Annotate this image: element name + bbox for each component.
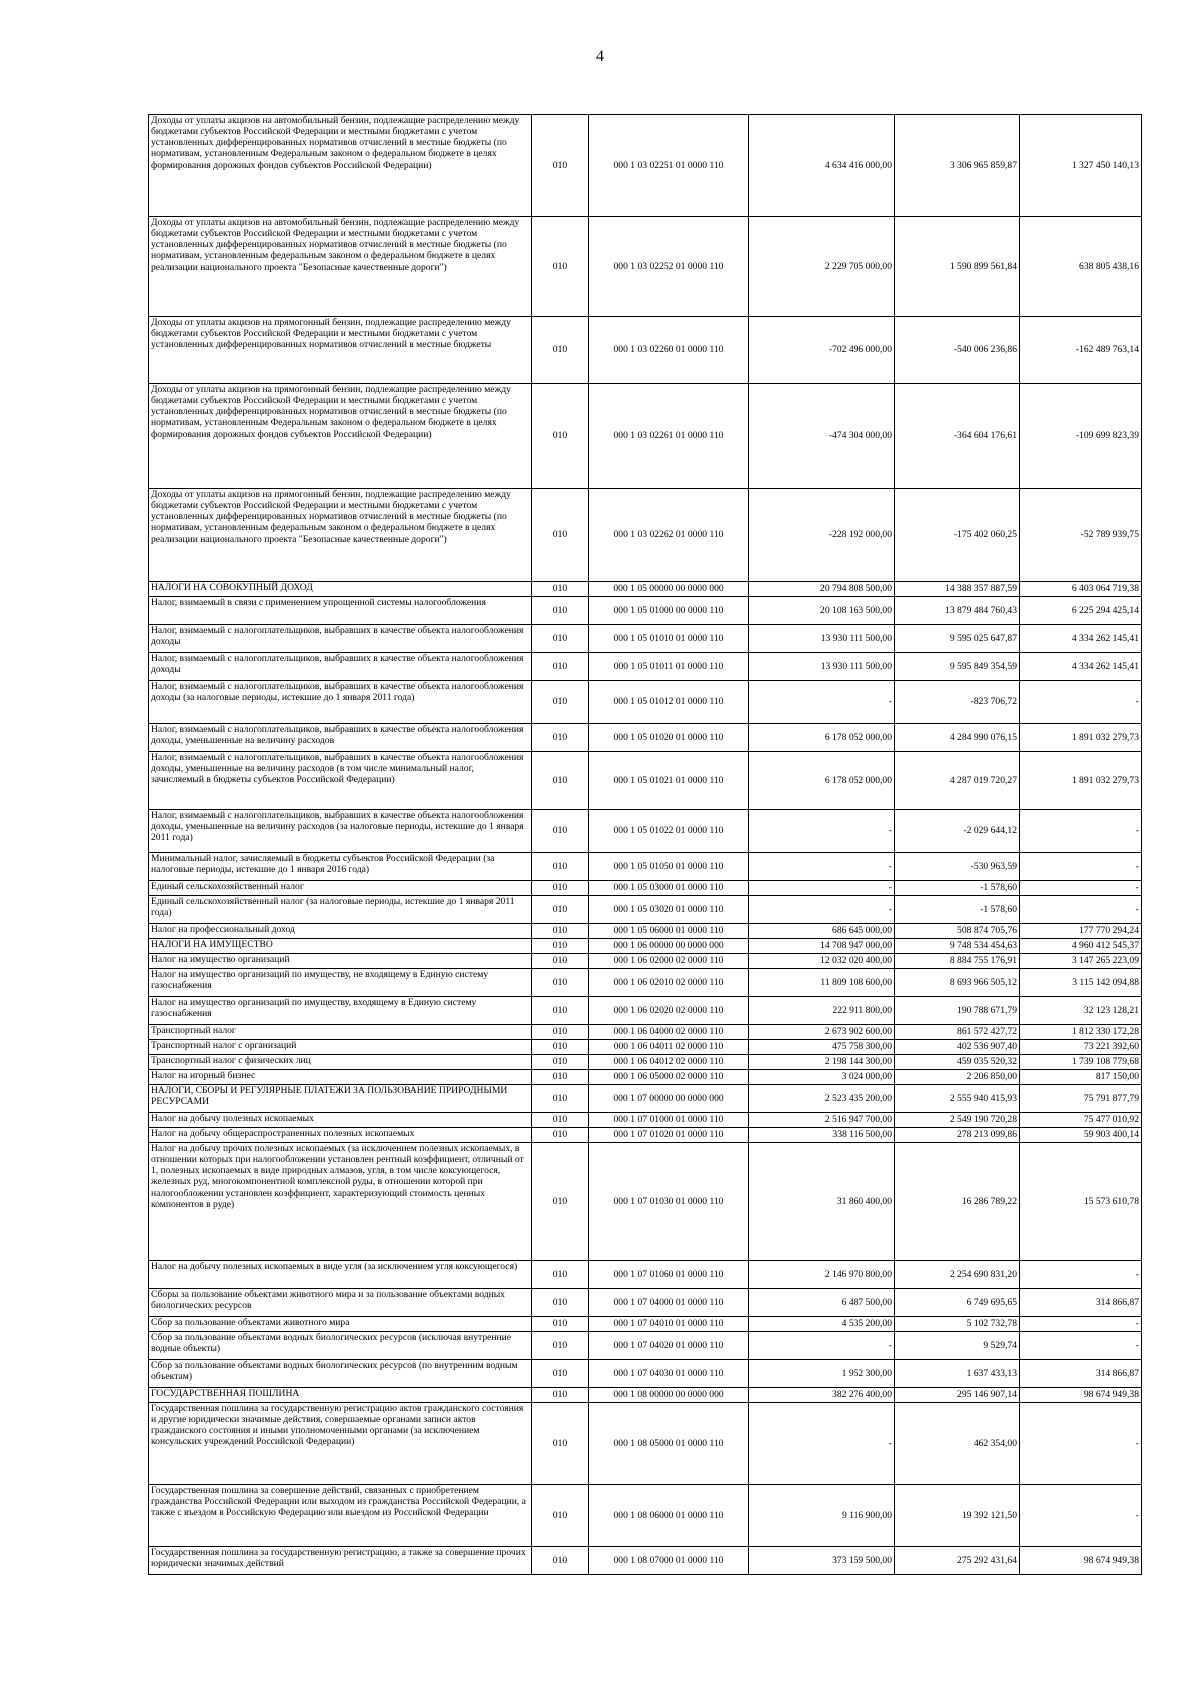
- cell-unexecuted: 1 891 032 279,73: [1020, 752, 1142, 810]
- cell-unexecuted: 1 739 108 779,68: [1020, 1055, 1142, 1070]
- cell-approved: -228 192 000,00: [749, 489, 895, 582]
- cell-name: Сбор за пользование объектами животного мира: [149, 1317, 532, 1332]
- cell-approved: 686 645 000,00: [749, 924, 895, 939]
- cell-line: 010: [532, 724, 589, 752]
- cell-code: 000 1 07 04000 01 0000 110: [589, 1289, 749, 1317]
- cell-code: 000 1 06 04012 02 0000 110: [589, 1055, 749, 1070]
- table-row: [149, 881, 1142, 896]
- cell-executed: 4 287 019 720,27: [895, 752, 1020, 810]
- table-row: [149, 1143, 1142, 1261]
- cell-code: 000 1 06 02000 02 0000 110: [589, 954, 749, 969]
- cell-unexecuted: -52 789 939,75: [1020, 489, 1142, 582]
- cell-code: 000 1 05 00000 00 0000 000: [589, 582, 749, 597]
- cell-line: 010: [532, 317, 589, 384]
- cell-approved: 31 860 400,00: [749, 1143, 895, 1261]
- cell-unexecuted: 15 573 610,78: [1020, 1143, 1142, 1261]
- cell-name: Государственная пошлина за государственную регистрацию актов гражданского состояния и другие юридически значимые действия, совершаемые органами записи актов гражданского состояния и иными уполномоченными органами (за исключением консульских учреждений Российской Федерации): [149, 1403, 532, 1485]
- cell-line: 010: [532, 752, 589, 810]
- cell-name: Налог на игорный бизнес: [149, 1070, 532, 1085]
- cell-line: 010: [532, 1085, 589, 1113]
- cell-code: 000 1 07 01020 01 0000 110: [589, 1128, 749, 1143]
- cell-line: 010: [532, 597, 589, 625]
- cell-line: 010: [532, 969, 589, 997]
- cell-approved: -: [749, 853, 895, 881]
- cell-unexecuted: 1 812 330 172,28: [1020, 1025, 1142, 1040]
- cell-line: 010: [532, 1360, 589, 1388]
- cell-line: 010: [532, 625, 589, 653]
- cell-executed: 14 388 357 887,59: [895, 582, 1020, 597]
- cell-approved: 2 523 435 200,00: [749, 1085, 895, 1113]
- table-row: [149, 1388, 1142, 1403]
- cell-name: Доходы от уплаты акцизов на автомобильный бензин, подлежащие распределению между бюджетами субъектов Российской Федерации и местными бюджетами с учетом установленных дифференцированных нормативов отчислений в местные бюджеты (по нормативам, установленным федеральным законом о федеральном бюджете в целях реализации национального проекта "Безопасные качественные дороги"): [149, 217, 532, 317]
- cell-approved: 338 116 500,00: [749, 1128, 895, 1143]
- cell-line: 010: [532, 1070, 589, 1085]
- cell-line: 010: [532, 115, 589, 217]
- cell-name: Налог, взимаемый с налогоплательщиков, выбравших в качестве объекта налогообложения доходы (за налоговые периоды, истекшие до 1 января 2011 года): [149, 681, 532, 724]
- cell-approved: 382 276 400,00: [749, 1388, 895, 1403]
- cell-name: Единый сельскохозяйственный налог: [149, 881, 532, 896]
- cell-executed: -2 029 644,12: [895, 810, 1020, 853]
- cell-code: 000 1 06 04000 02 0000 110: [589, 1025, 749, 1040]
- cell-executed: 19 392 121,50: [895, 1485, 1020, 1547]
- cell-line: 010: [532, 1289, 589, 1317]
- cell-unexecuted: 314 866,87: [1020, 1289, 1142, 1317]
- cell-approved: 475 758 300,00: [749, 1040, 895, 1055]
- cell-code: 000 1 05 01010 01 0000 110: [589, 625, 749, 653]
- cell-line: 010: [532, 924, 589, 939]
- table-row: [149, 384, 1142, 489]
- cell-unexecuted: 314 866,87: [1020, 1360, 1142, 1388]
- cell-unexecuted: -: [1020, 896, 1142, 924]
- cell-unexecuted: -: [1020, 853, 1142, 881]
- table-row: [149, 1025, 1142, 1040]
- cell-approved: 4 634 416 000,00: [749, 115, 895, 217]
- cell-code: 000 1 06 02010 02 0000 110: [589, 969, 749, 997]
- cell-name: Единый сельскохозяйственный налог (за налоговые периоды, истекшие до 1 января 2011 года): [149, 896, 532, 924]
- cell-code: 000 1 07 01060 01 0000 110: [589, 1261, 749, 1289]
- cell-name: Доходы от уплаты акцизов на прямогонный бензин, подлежащие распределению между бюджетами субъектов Российской Федерации и местными бюджетами с учетом установленных дифференцированных нормативов отчислений в местные бюджеты: [149, 317, 532, 384]
- cell-approved: 4 535 200,00: [749, 1317, 895, 1332]
- cell-approved: -: [749, 896, 895, 924]
- cell-approved: 2 516 947 700,00: [749, 1113, 895, 1128]
- table-row: [149, 625, 1142, 653]
- cell-unexecuted: 59 903 400,14: [1020, 1128, 1142, 1143]
- cell-executed: 8 693 966 505,12: [895, 969, 1020, 997]
- cell-name: НАЛОГИ НА СОВОКУПНЫЙ ДОХОД: [149, 582, 532, 597]
- cell-line: 010: [532, 1317, 589, 1332]
- cell-code: 000 1 08 05000 01 0000 110: [589, 1403, 749, 1485]
- cell-name: Государственная пошлина за совершение действий, связанных с приобретением гражданства Российской Федерации или выходом из гражданства Российской Федерации, а также с въездом в Российскую Федерацию или выездом из Российской Федерации: [149, 1485, 532, 1547]
- cell-executed: 1 637 433,13: [895, 1360, 1020, 1388]
- cell-executed: -1 578,60: [895, 896, 1020, 924]
- cell-line: 010: [532, 1388, 589, 1403]
- cell-name: Минимальный налог, зачисляемый в бюджеты субъектов Российской Федерации (за налоговые периоды, истекшие до 1 января 2016 года): [149, 853, 532, 881]
- cell-line: 010: [532, 1261, 589, 1289]
- cell-executed: 2 206 850,00: [895, 1070, 1020, 1085]
- cell-line: 010: [532, 1025, 589, 1040]
- table-row: [149, 217, 1142, 317]
- cell-unexecuted: 6 225 294 425,14: [1020, 597, 1142, 625]
- cell-executed: 8 884 755 176,91: [895, 954, 1020, 969]
- cell-code: 000 1 05 01012 01 0000 110: [589, 681, 749, 724]
- cell-unexecuted: -: [1020, 881, 1142, 896]
- cell-approved: -: [749, 1332, 895, 1360]
- cell-name: НАЛОГИ, СБОРЫ И РЕГУЛЯРНЫЕ ПЛАТЕЖИ ЗА ПОЛЬЗОВАНИЕ ПРИРОДНЫМИ РЕСУРСАМИ: [149, 1085, 532, 1113]
- cell-line: 010: [532, 489, 589, 582]
- cell-unexecuted: -: [1020, 1403, 1142, 1485]
- cell-approved: 12 032 020 400,00: [749, 954, 895, 969]
- cell-name: ГОСУДАРСТВЕННАЯ ПОШЛИНА: [149, 1388, 532, 1403]
- cell-code: 000 1 05 01020 01 0000 110: [589, 724, 749, 752]
- table-row: [149, 1332, 1142, 1360]
- cell-line: 010: [532, 1143, 589, 1261]
- cell-name: Доходы от уплаты акцизов на автомобильный бензин, подлежащие распределению между бюджетами субъектов Российской Федерации и местными бюджетами с учетом установленных дифференцированных нормативов отчислений в местные бюджеты (по нормативам, установленным Федеральным законом о федеральном бюджете в целях формирования дорожных фондов субъектов Российской Федерации): [149, 115, 532, 217]
- cell-unexecuted: -109 699 823,39: [1020, 384, 1142, 489]
- cell-approved: 20 794 808 500,00: [749, 582, 895, 597]
- cell-approved: 6 178 052 000,00: [749, 752, 895, 810]
- cell-line: 010: [532, 881, 589, 896]
- cell-approved: 20 108 163 500,00: [749, 597, 895, 625]
- cell-approved: 3 024 000,00: [749, 1070, 895, 1085]
- cell-unexecuted: 638 805 438,16: [1020, 217, 1142, 317]
- cell-unexecuted: 3 147 265 223,09: [1020, 954, 1142, 969]
- cell-code: 000 1 07 04030 01 0000 110: [589, 1360, 749, 1388]
- cell-line: 010: [532, 1128, 589, 1143]
- cell-executed: 275 292 431,64: [895, 1547, 1020, 1575]
- cell-unexecuted: 177 770 294,24: [1020, 924, 1142, 939]
- table-row: [149, 1547, 1142, 1575]
- cell-approved: -: [749, 681, 895, 724]
- cell-name: Сборы за пользование объектами животного мира и за пользование объектами водных биологических ресурсов: [149, 1289, 532, 1317]
- cell-approved: 2 673 902 600,00: [749, 1025, 895, 1040]
- cell-name: Налог, взимаемый с налогоплательщиков, выбравших в качестве объекта налогообложения доходы: [149, 625, 532, 653]
- cell-name: Налог на имущество организаций: [149, 954, 532, 969]
- cell-code: 000 1 03 02251 01 0000 110: [589, 115, 749, 217]
- cell-executed: 2 555 940 415,93: [895, 1085, 1020, 1113]
- cell-executed: 2 549 190 720,28: [895, 1113, 1020, 1128]
- cell-executed: 16 286 789,22: [895, 1143, 1020, 1261]
- table-row: [149, 997, 1142, 1025]
- cell-unexecuted: 6 403 064 719,38: [1020, 582, 1142, 597]
- table-row: [149, 724, 1142, 752]
- cell-code: 000 1 05 01050 01 0000 110: [589, 853, 749, 881]
- table-row: [149, 115, 1142, 217]
- table-row: [149, 1403, 1142, 1485]
- cell-name: Сбор за пользование объектами водных биологических ресурсов (исключая внутренние водные объекты): [149, 1332, 532, 1360]
- cell-executed: 190 788 671,79: [895, 997, 1020, 1025]
- cell-line: 010: [532, 653, 589, 681]
- cell-unexecuted: 32 123 128,21: [1020, 997, 1142, 1025]
- cell-line: 010: [532, 896, 589, 924]
- cell-executed: 295 146 907,14: [895, 1388, 1020, 1403]
- cell-executed: -1 578,60: [895, 881, 1020, 896]
- cell-name: Налог, взимаемый с налогоплательщиков, выбравших в качестве объекта налогообложения доходы: [149, 653, 532, 681]
- cell-name: Сбор за пользование объектами водных биологических ресурсов (по внутренним водным объектам): [149, 1360, 532, 1388]
- cell-code: 000 1 08 00000 00 0000 000: [589, 1388, 749, 1403]
- cell-code: 000 1 07 01030 01 0000 110: [589, 1143, 749, 1261]
- revenue-table-body: [149, 115, 1142, 1575]
- cell-line: 010: [532, 1485, 589, 1547]
- cell-code: 000 1 05 01022 01 0000 110: [589, 810, 749, 853]
- table-row: [149, 954, 1142, 969]
- cell-approved: 13 930 111 500,00: [749, 653, 895, 681]
- cell-code: 000 1 06 05000 02 0000 110: [589, 1070, 749, 1085]
- cell-line: 010: [532, 1332, 589, 1360]
- cell-unexecuted: 4 334 262 145,41: [1020, 653, 1142, 681]
- cell-approved: 2 146 970 800,00: [749, 1261, 895, 1289]
- table-row: [149, 1360, 1142, 1388]
- cell-approved: 373 159 500,00: [749, 1547, 895, 1575]
- cell-approved: 11 809 108 600,00: [749, 969, 895, 997]
- cell-line: 010: [532, 1055, 589, 1070]
- table-row: [149, 1055, 1142, 1070]
- table-row: [149, 597, 1142, 625]
- cell-executed: -823 706,72: [895, 681, 1020, 724]
- cell-code: 000 1 05 03000 01 0000 110: [589, 881, 749, 896]
- cell-executed: 9 595 849 354,59: [895, 653, 1020, 681]
- cell-unexecuted: -162 489 763,14: [1020, 317, 1142, 384]
- table-row: [149, 489, 1142, 582]
- cell-approved: -702 496 000,00: [749, 317, 895, 384]
- cell-code: 000 1 05 01011 01 0000 110: [589, 653, 749, 681]
- cell-code: 000 1 08 07000 01 0000 110: [589, 1547, 749, 1575]
- cell-name: Налог на имущество организаций по имуществу, входящему в Единую систему газоснабжения: [149, 997, 532, 1025]
- cell-line: 010: [532, 681, 589, 724]
- cell-approved: 9 116 900,00: [749, 1485, 895, 1547]
- cell-executed: 459 035 520,32: [895, 1055, 1020, 1070]
- table-row: [149, 1113, 1142, 1128]
- cell-name: Транспортный налог с физических лиц: [149, 1055, 532, 1070]
- cell-executed: 5 102 732,78: [895, 1317, 1020, 1332]
- table-row: [149, 582, 1142, 597]
- cell-executed: 13 879 484 760,43: [895, 597, 1020, 625]
- cell-approved: 2 229 705 000,00: [749, 217, 895, 317]
- cell-approved: -: [749, 881, 895, 896]
- cell-name: Налог на профессиональный доход: [149, 924, 532, 939]
- cell-name: Налог на добычу полезных ископаемых: [149, 1113, 532, 1128]
- cell-code: 000 1 06 02020 02 0000 110: [589, 997, 749, 1025]
- cell-approved: 13 930 111 500,00: [749, 625, 895, 653]
- cell-approved: -: [749, 810, 895, 853]
- cell-code: 000 1 05 01000 00 0000 110: [589, 597, 749, 625]
- table-row: [149, 853, 1142, 881]
- cell-unexecuted: 3 115 142 094,88: [1020, 969, 1142, 997]
- cell-executed: -540 006 236,86: [895, 317, 1020, 384]
- cell-executed: 4 284 990 076,15: [895, 724, 1020, 752]
- table-row: [149, 681, 1142, 724]
- cell-executed: -364 604 176,61: [895, 384, 1020, 489]
- cell-executed: 1 590 899 561,84: [895, 217, 1020, 317]
- cell-approved: 222 911 800,00: [749, 997, 895, 1025]
- table-row: [149, 924, 1142, 939]
- cell-code: 000 1 07 00000 00 0000 000: [589, 1085, 749, 1113]
- cell-unexecuted: -: [1020, 681, 1142, 724]
- cell-unexecuted: 98 674 949,38: [1020, 1547, 1142, 1575]
- cell-code: 000 1 03 02260 01 0000 110: [589, 317, 749, 384]
- cell-name: Транспортный налог: [149, 1025, 532, 1040]
- cell-line: 010: [532, 954, 589, 969]
- cell-unexecuted: -: [1020, 1261, 1142, 1289]
- cell-executed: -175 402 060,25: [895, 489, 1020, 582]
- cell-unexecuted: 1 327 450 140,13: [1020, 115, 1142, 217]
- cell-unexecuted: 75 791 877,79: [1020, 1085, 1142, 1113]
- table-row: [149, 1317, 1142, 1332]
- table-row: [149, 969, 1142, 997]
- cell-line: 010: [532, 1403, 589, 1485]
- cell-executed: -530 963,59: [895, 853, 1020, 881]
- cell-name: Налог, взимаемый с налогоплательщиков, выбравших в качестве объекта налогообложения доходы, уменьшенные на величину расходов: [149, 724, 532, 752]
- cell-code: 000 1 05 06000 01 0000 110: [589, 924, 749, 939]
- table-row: [149, 1040, 1142, 1055]
- cell-executed: 9 748 534 454,63: [895, 939, 1020, 954]
- cell-line: 010: [532, 582, 589, 597]
- cell-approved: 2 198 144 300,00: [749, 1055, 895, 1070]
- cell-name: Налог, взимаемый с налогоплательщиков, выбравших в качестве объекта налогообложения доходы, уменьшенные на величину расходов (за налоговые периоды, истекшие до 1 января 2011 года): [149, 810, 532, 853]
- page-number: 4: [596, 48, 604, 65]
- table-row: [149, 1261, 1142, 1289]
- cell-executed: 402 536 907,40: [895, 1040, 1020, 1055]
- cell-code: 000 1 03 02261 01 0000 110: [589, 384, 749, 489]
- cell-unexecuted: -: [1020, 1317, 1142, 1332]
- table-row: [149, 896, 1142, 924]
- cell-code: 000 1 07 01000 01 0000 110: [589, 1113, 749, 1128]
- cell-name: Налог, взимаемый с налогоплательщиков, выбравших в качестве объекта налогообложения доходы, уменьшенные на величину расходов (в том числе минимальный налог, зачисляемый в бюджеты субъектов Российской Федерации): [149, 752, 532, 810]
- cell-code: 000 1 07 04020 01 0000 110: [589, 1332, 749, 1360]
- cell-executed: 9 595 025 647,87: [895, 625, 1020, 653]
- cell-executed: 278 213 099,86: [895, 1128, 1020, 1143]
- cell-name: Налог на добычу общераспространенных полезных ископаемых: [149, 1128, 532, 1143]
- cell-name: Налог, взимаемый в связи с применением упрощенной системы налогообложения: [149, 597, 532, 625]
- table-row: [149, 810, 1142, 853]
- cell-line: 010: [532, 997, 589, 1025]
- cell-executed: 508 874 705,76: [895, 924, 1020, 939]
- cell-code: 000 1 03 02252 01 0000 110: [589, 217, 749, 317]
- cell-unexecuted: 73 221 392,60: [1020, 1040, 1142, 1055]
- table-row: [149, 1128, 1142, 1143]
- cell-approved: -474 304 000,00: [749, 384, 895, 489]
- table-row: [149, 939, 1142, 954]
- cell-unexecuted: 75 477 010,92: [1020, 1113, 1142, 1128]
- cell-unexecuted: 4 960 412 545,37: [1020, 939, 1142, 954]
- cell-unexecuted: 4 334 262 145,41: [1020, 625, 1142, 653]
- cell-name: Налог на добычу полезных ископаемых в виде угля (за исключением угля коксующегося): [149, 1261, 532, 1289]
- cell-unexecuted: -: [1020, 1332, 1142, 1360]
- cell-code: 000 1 06 00000 00 0000 000: [589, 939, 749, 954]
- cell-executed: 2 254 690 831,20: [895, 1261, 1020, 1289]
- cell-code: 000 1 06 04011 02 0000 110: [589, 1040, 749, 1055]
- cell-code: 000 1 05 01021 01 0000 110: [589, 752, 749, 810]
- cell-executed: 9 529,74: [895, 1332, 1020, 1360]
- cell-name: Доходы от уплаты акцизов на прямогонный бензин, подлежащие распределению между бюджетами субъектов Российской Федерации и местными бюджетами с учетом установленных дифференцированных нормативов отчислений в местные бюджеты (по нормативам, установленным федеральным законом о федеральном бюджете в целях реализации национального проекта "Безопасные качественные дороги"): [149, 489, 532, 582]
- cell-line: 010: [532, 1113, 589, 1128]
- cell-name: Доходы от уплаты акцизов на прямогонный бензин, подлежащие распределению между бюджетами субъектов Российской Федерации и местными бюджетами с учетом установленных дифференцированных нормативов отчислений в местные бюджеты (по нормативам, установленным Федеральным законом о федеральном бюджете в целях формирования дорожных фондов субъектов Российской Федерации): [149, 384, 532, 489]
- cell-approved: 14 708 947 000,00: [749, 939, 895, 954]
- cell-code: 000 1 07 04010 01 0000 110: [589, 1317, 749, 1332]
- cell-approved: 1 952 300,00: [749, 1360, 895, 1388]
- cell-name: НАЛОГИ НА ИМУЩЕСТВО: [149, 939, 532, 954]
- cell-unexecuted: 98 674 949,38: [1020, 1388, 1142, 1403]
- cell-code: 000 1 05 03020 01 0000 110: [589, 896, 749, 924]
- table-row: [149, 317, 1142, 384]
- cell-unexecuted: -: [1020, 1485, 1142, 1547]
- cell-executed: 861 572 427,72: [895, 1025, 1020, 1040]
- cell-name: Налог на имущество организаций по имуществу, не входящему в Единую систему газоснабжения: [149, 969, 532, 997]
- cell-line: 010: [532, 1547, 589, 1575]
- table-row: [149, 653, 1142, 681]
- table-row: [149, 1485, 1142, 1547]
- cell-executed: 6 749 695,65: [895, 1289, 1020, 1317]
- cell-approved: -: [749, 1403, 895, 1485]
- cell-executed: 462 354,00: [895, 1403, 1020, 1485]
- cell-line: 010: [532, 853, 589, 881]
- table-row: [149, 752, 1142, 810]
- cell-line: 010: [532, 1040, 589, 1055]
- cell-unexecuted: 817 150,00: [1020, 1070, 1142, 1085]
- cell-name: Государственная пошлина за государственную регистрацию, а также за совершение прочих юридически значимых действий: [149, 1547, 532, 1575]
- cell-approved: 6 487 500,00: [749, 1289, 895, 1317]
- cell-line: 010: [532, 217, 589, 317]
- cell-name: Транспортный налог с организаций: [149, 1040, 532, 1055]
- cell-line: 010: [532, 810, 589, 853]
- cell-line: 010: [532, 384, 589, 489]
- cell-line: 010: [532, 939, 589, 954]
- cell-unexecuted: -: [1020, 810, 1142, 853]
- table-row: [149, 1085, 1142, 1113]
- cell-unexecuted: 1 891 032 279,73: [1020, 724, 1142, 752]
- cell-code: 000 1 03 02262 01 0000 110: [589, 489, 749, 582]
- revenue-table: [148, 114, 1142, 1575]
- cell-executed: 3 306 965 859,87: [895, 115, 1020, 217]
- cell-approved: 6 178 052 000,00: [749, 724, 895, 752]
- cell-name: Налог на добычу прочих полезных ископаемых (за исключением полезных ископаемых, в отношении которых при налогообложении установлен рентный коэффициент, отличный от 1, полезных ископаемых в виде природных алмазов, угля, в том числе коксующегося, железных руд, многокомпонентной комплексной руды, в отношении которой при налогообложении установлен коэффициент, характеризующий стоимость ценных компонентов в руде): [149, 1143, 532, 1261]
- table-row: [149, 1070, 1142, 1085]
- table-row: [149, 1289, 1142, 1317]
- cell-code: 000 1 08 06000 01 0000 110: [589, 1485, 749, 1547]
